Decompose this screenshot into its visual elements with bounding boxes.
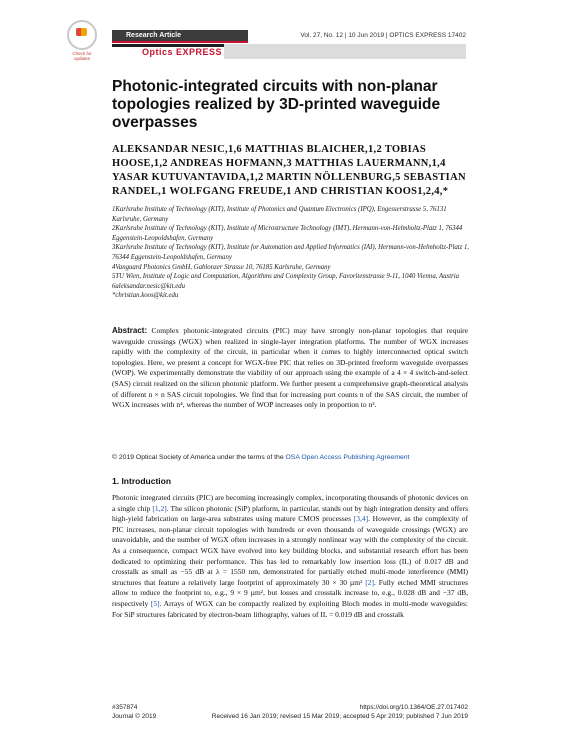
affiliation-item: 6aleksandar.nesic@kit.edu bbox=[112, 282, 186, 290]
paragraph-text: . However, as the complexity of PIC increases, non-planar circuit topologies with hundreds or even thousands of waveguide crossings (WGX) are unavoidable, and the number of WGX often increases in a strongly nonlinear way with the complexity of the circuit. As a consequence, compact WGX have evolved into key building blocks, and substantial research effort has been dedicated to optimizing their performance. This has led to remarkably low insertion loss (IL) of 0.017 dB and crosstalk as small as −55 dB at λ = 1550 nm, demonstrated for partially etched multi-mode interference (MMI) structures that feature a relatively large footprint of approximately 30 × 30 µm² bbox=[112, 514, 468, 587]
copyright-text: © 2019 Optical Society of America under the terms of the bbox=[112, 454, 286, 461]
footer-right bbox=[160, 703, 468, 721]
citation-link[interactable]: [1,2] bbox=[152, 503, 167, 513]
citation-link[interactable]: [2] bbox=[365, 577, 374, 587]
section-heading-introduction: 1. Introduction bbox=[112, 476, 172, 486]
affiliation-item: 5TU Wien, Institute of Logic and Computation, Algorithms and Complexity Group, Favoritenstrasse 9-11, 1040 Vienna, Austria bbox=[112, 273, 460, 281]
section-label-bar bbox=[112, 30, 248, 41]
paper-title: Photonic-integrated circuits with non-planar topologies realized by 3D-printed waveguide overpasses bbox=[112, 78, 441, 131]
paragraph-text: . Fully etched MMI structures allow to reduce the footprint to, e.g., 9 × 9 µm², but losses and crosstalk increase to, e.g., 0.028 dB and −37 dB, respectively bbox=[112, 577, 468, 608]
accent-divider bbox=[112, 41, 248, 43]
journal-copyright: Journal © 2019 bbox=[112, 713, 157, 720]
introduction-paragraph bbox=[112, 493, 468, 620]
paragraph-text: . Arrays of WGX can be compactly realized by exploiting Bloch modes in multi-mode waveguides: For SiP structures fabricated by electron-beam lithography, values of IL = 0.019 dB and crosstalk bbox=[112, 598, 469, 619]
footer-left bbox=[112, 703, 156, 721]
article-number: #357874 bbox=[112, 704, 138, 711]
journal-name: Optics EXPRESS bbox=[142, 47, 223, 57]
affiliation-item: 4Vanguard Photonics GmbH, Gablonzer Strasse 10, 76185 Karlsruhe, Germany bbox=[112, 263, 331, 271]
affiliation-item: 3Karlsruhe Institute of Technology (KIT), Institute for Automation and Applied Informatics (IAI), Hermann-von-Helmholtz-Platz 1, 76344 Eggenstein-Leopoldshafen, Germany bbox=[112, 244, 470, 261]
affiliation-item: 2Karlsruhe Institute of Technology (KIT), Institute of Microstructure Technology (IMT), Hermann-von-Helmholtz-Platz 1, 76344 Eggenstein-Leopoldshafen, Germany bbox=[112, 225, 463, 242]
doi-link[interactable]: https://doi.org/10.1364/OE.27.017402 bbox=[359, 704, 468, 711]
paragraph-text: . The silicon photonic (SiP) platform, in particular, stands out by high integration density and offers high-yield fabrication on large-area substrates using mature CMOS processes bbox=[112, 503, 468, 524]
section-label: Research Article bbox=[126, 32, 181, 39]
license-link[interactable]: OSA Open Access Publishing Agreement bbox=[285, 454, 410, 461]
history-dates: Received 16 Jan 2019; revised 15 Mar 2019; accepted 5 Apr 2019; published 7 Jun 2019 bbox=[211, 713, 468, 720]
abstract-label: Abstract: bbox=[112, 326, 148, 335]
check-for-updates-logo[interactable] bbox=[66, 20, 98, 61]
paragraph-text: Photonic integrated circuits (PIC) are becoming increasingly complex, incorporating thousands of photonic devices on a single chip bbox=[112, 493, 468, 513]
author-list: ALEKSANDAR NESIC,1,6 MATTHIAS BLAICHER,1,2 TOBIAS HOOSE,1,2 ANDREAS HOFMANN,3 MATTHIAS LAUERMANN,1,4 YASAR KUTUVANTAVIDA,1,2 MARTIN NÖLLENBURG,5 SEBASTIAN RANDEL,1 WOLFGANG FREUDE,1 AND CHRISTIAN KOOS1,2,4,* bbox=[112, 144, 466, 197]
affiliation-item: 1Karlsruhe Institute of Technology (KIT), Institute of Photonics and Quantum Electronics (IPQ), Engesserstrasse 5, 76131 Karlsruhe, Germany bbox=[112, 206, 447, 223]
affiliations bbox=[112, 205, 472, 301]
citation-link[interactable]: [3,4] bbox=[353, 514, 369, 524]
citation-link[interactable]: [5] bbox=[150, 598, 160, 608]
abstract bbox=[112, 326, 468, 411]
copyright-notice bbox=[112, 453, 472, 462]
logo-caption: Check for updates bbox=[72, 51, 92, 61]
abstract-text: Complex photonic-integrated circuits (PIC) may have strongly non-planar topologies that require waveguide crossings (WGX) when realized in single-layer integration platforms. The number of WGX increases rapidly with the complexity of the circuit, in particular when it comes to highly interconnected optical switch topologies. Here, we present a concept for WGX-free PIC that relies on 3D-printed freeform waveguide overpasses (WOP). We experimentally demonstrate the viability of our approach using the example of a 4 × 4 switch-and-select (SAS) circuit realized on the silicon photonic platform. We further present a comprehensive graph-theoretical analysis of different n × n SAS circuit topologies. We find that for increasing port counts n of the SAS circuit, the number of WGX increases with n⁴, whereas the number of WOP increases only in proportion to n². bbox=[112, 326, 469, 410]
journal-banner bbox=[112, 44, 466, 59]
affiliation-item: *christian.koos@kit.edu bbox=[112, 292, 179, 300]
volume-line: Vol. 27, No. 12 | 10 Jun 2019 | OPTICS EXPRESS 17402 bbox=[300, 32, 466, 39]
check-updates-icon bbox=[67, 20, 97, 50]
